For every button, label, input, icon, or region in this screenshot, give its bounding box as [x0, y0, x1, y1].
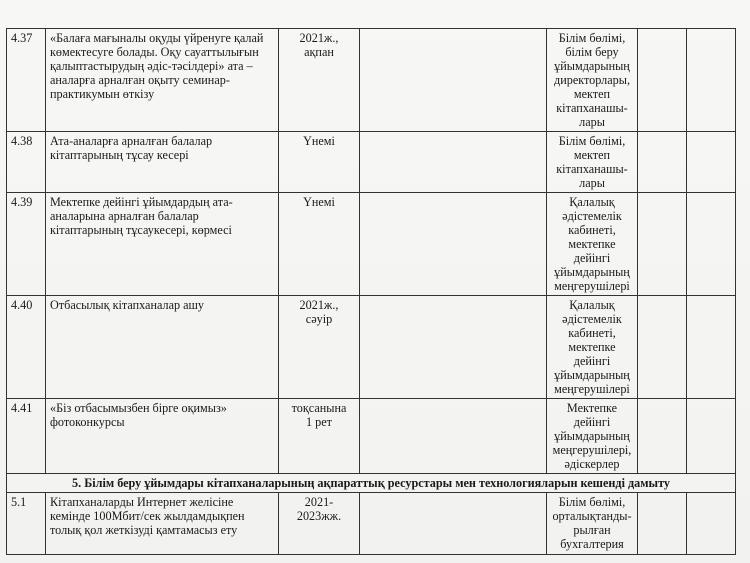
- event-term: тоқсанына 1 рет: [279, 399, 360, 474]
- empty-cell: [687, 29, 736, 132]
- section-heading: 5. Білім беру ұйымдары кітапханаларының ақпараттық ресурстары мен технологияларын кешенді дамыту: [7, 474, 736, 493]
- empty-cell: [638, 493, 687, 555]
- empty-cell: [638, 193, 687, 296]
- event-name: Мектепке дейінгі ұйымдардың ата-аналарына арналған балалар кітаптарының тұсаукесері, көрмесі: [46, 193, 279, 296]
- empty-cell: [638, 29, 687, 132]
- responsible: Білім бөлімі, орталықтанды- рылған бухгалтерия: [547, 493, 638, 555]
- table-row: [7, 296, 736, 399]
- event-term: Үнемі: [279, 132, 360, 193]
- responsible: Білім бөлімі, мектеп кітапханашы- лары: [547, 132, 638, 193]
- action-plan-table: [6, 28, 736, 555]
- table-row: [7, 132, 736, 193]
- empty-cell: [638, 399, 687, 474]
- event-term: Үнемі: [279, 193, 360, 296]
- event-name: Отбасылық кітапханалар ашу: [46, 296, 279, 399]
- empty-cell: [687, 132, 736, 193]
- row-number: 4.41: [7, 399, 46, 474]
- empty-cell: [687, 493, 736, 555]
- table-row: [7, 399, 736, 474]
- event-term: 2021- 2023жж.: [279, 493, 360, 555]
- table-row: [7, 493, 736, 555]
- event-name: «Балаға мағыналы оқуды үйренуге қалай көмектесуге болады. Оқу сауаттылығын қалыптастырудың әдіс-тәсілдері» ата – аналарға арналған оқыту семинар-практикумын өткізу: [46, 29, 279, 132]
- table-row: [7, 29, 736, 132]
- empty-cell: [360, 193, 547, 296]
- event-name: Кітапханаларды Интернет желісіне кемінде 100Мбит/сек жылдамдықпен толық қол жеткізуді қамтамасыз ету: [46, 493, 279, 555]
- row-number: 4.38: [7, 132, 46, 193]
- section-row: [7, 474, 736, 493]
- row-number: 4.37: [7, 29, 46, 132]
- empty-cell: [360, 296, 547, 399]
- responsible: Қалалық әдістемелік кабинеті, мектепке дейінгі ұйымдарының меңгерушілері: [547, 296, 638, 399]
- event-term: 2021ж., ақпан: [279, 29, 360, 132]
- empty-cell: [687, 296, 736, 399]
- empty-cell: [360, 493, 547, 555]
- responsible: Мектепке дейінгі ұйымдарының меңгерушілері, әдіскерлер: [547, 399, 638, 474]
- empty-cell: [360, 132, 547, 193]
- empty-cell: [638, 296, 687, 399]
- row-number: 4.39: [7, 193, 46, 296]
- event-term: 2021ж., сәуір: [279, 296, 360, 399]
- empty-cell: [687, 193, 736, 296]
- row-number: 5.1: [7, 493, 46, 555]
- empty-cell: [638, 132, 687, 193]
- row-number: 4.40: [7, 296, 46, 399]
- empty-cell: [360, 399, 547, 474]
- event-name: «Біз отбасымызбен бірге оқимыз» фотоконкурсы: [46, 399, 279, 474]
- responsible: Қалалық әдістемелік кабинеті, мектепке дейінгі ұйымдарының меңгерушілері: [547, 193, 638, 296]
- responsible: Білім бөлімі, білім беру ұйымдарының директорлары, мектеп кітапханашы- лары: [547, 29, 638, 132]
- event-name: Ата-аналарға арналған балалар кітаптарының тұсау кесері: [46, 132, 279, 193]
- table-row: [7, 193, 736, 296]
- empty-cell: [687, 399, 736, 474]
- empty-cell: [360, 29, 547, 132]
